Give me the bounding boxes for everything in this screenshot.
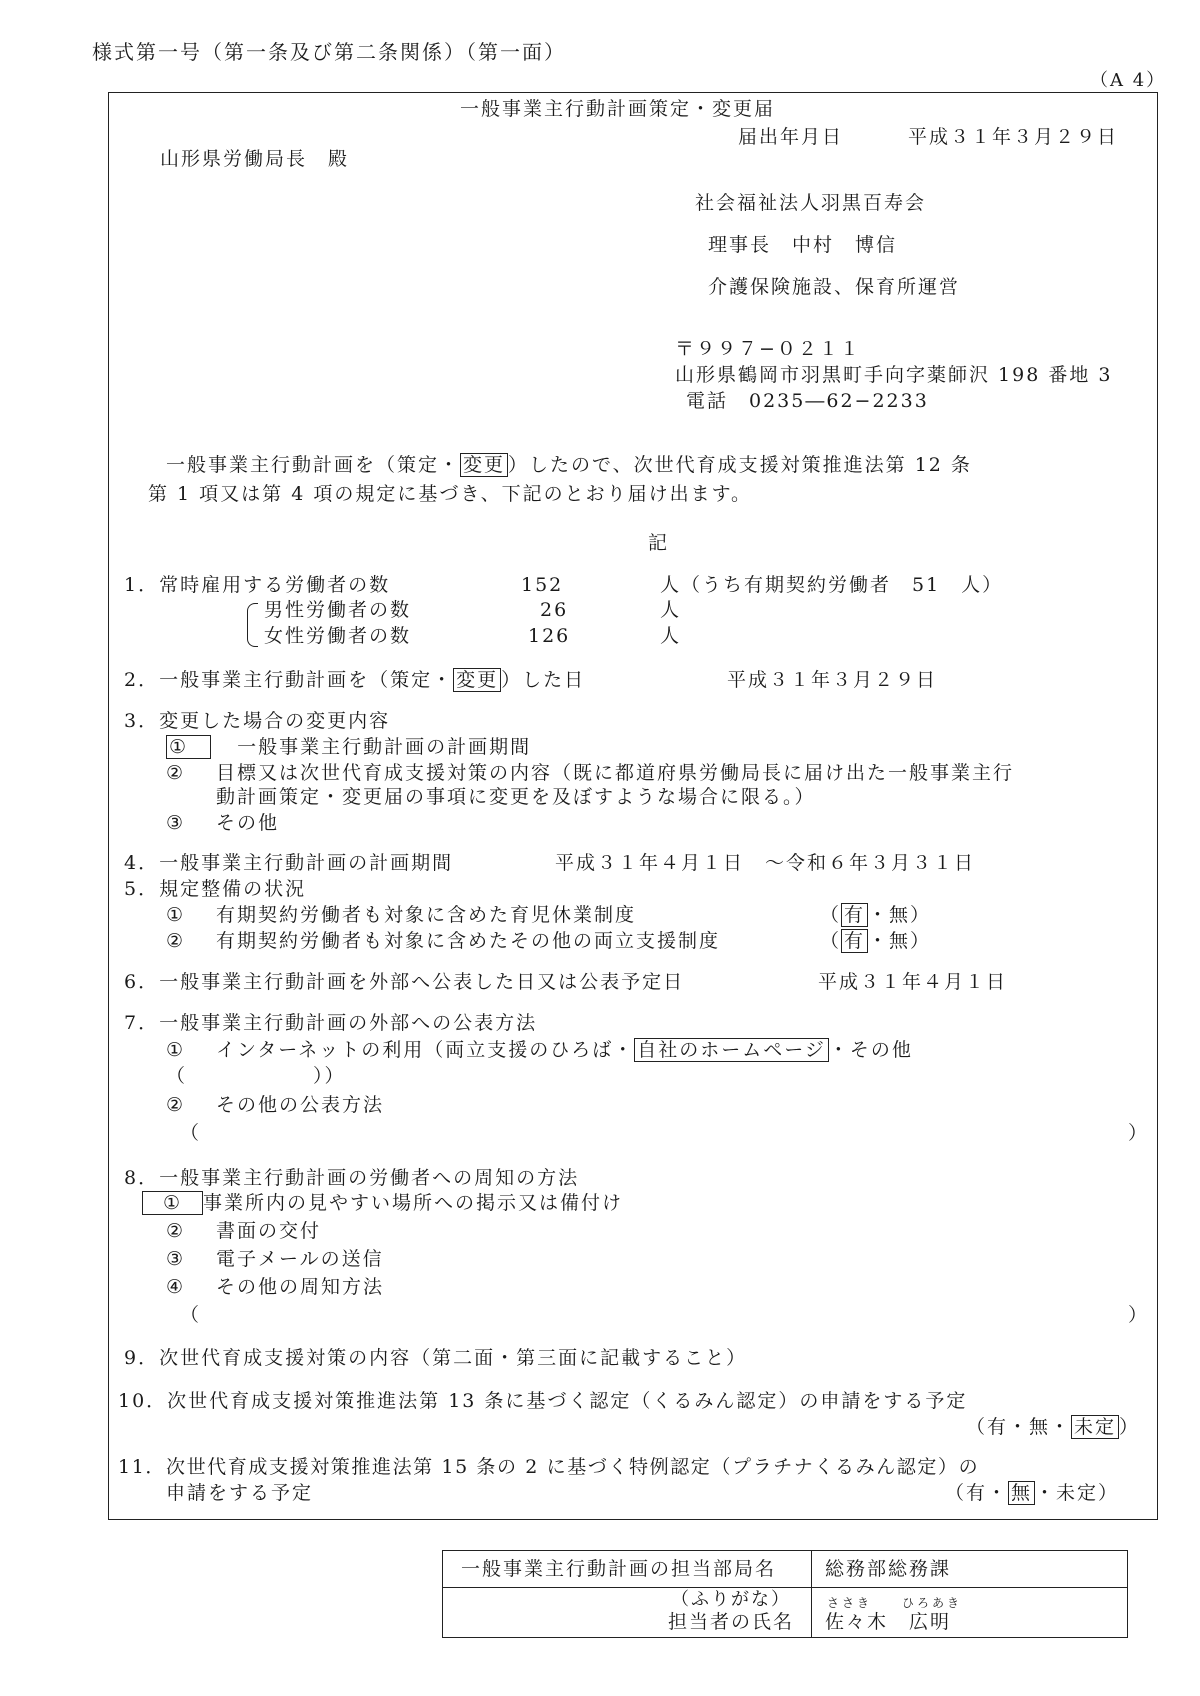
postal-code: 〒９９７−０２１１ [675,338,861,360]
item10-answer: （有・無・ 未定 ） [966,1416,1141,1438]
addressee: 山形県労働局長 殿 [160,148,350,170]
item7-open-paren: （ [180,1122,202,1144]
item2-boxed-change: 変更 [453,668,501,692]
contact-table-divider [443,1587,1127,1588]
item1-male-label: 男性労働者の数 [264,599,412,621]
item5-opt2-text: 有期契約労働者も対象に含めたその他の両立支援制度 [216,930,721,952]
item11-line2: 申請をする予定 [166,1482,314,1504]
item3-opt1: ① 一般事業主行動計画の計画期間 [166,738,531,757]
item1-label: 1．常時雇用する労働者の数 [124,574,391,596]
org-name: 社会福祉法人羽黒百寿会 [695,192,927,214]
address: 山形県鶴岡市羽黒町手向字薬師沢 198 番地 3 [675,364,1113,386]
item5-opt1-answer: （ 有 ・無） [820,904,932,926]
item1-bracket [247,603,258,647]
item7-opt1: インターネットの利用（両立支援のひろば・ 自社のホームページ ・その他 [216,1039,913,1061]
item11-answer: （有・ 無 ・未定） [945,1482,1120,1504]
item1-female-label: 女性労働者の数 [264,625,412,647]
item6-date: 平成３１年４月１日 [818,971,1008,993]
item3-opt3-text: その他 [216,812,280,834]
contact-dept-label: 一般事業主行動計画の担当部局名 [461,1558,777,1580]
item7-opt1-mark: ① [166,1039,186,1061]
business-description: 介護保険施設、保育所運営 [708,276,961,298]
item3-opt1-mark: ① [166,735,211,759]
item6-label: 6．一般事業主行動計画を外部へ公表した日又は公表予定日 [124,971,685,993]
item1-total: 152 [521,574,564,596]
item9-label: 9．次世代育成支援対策の内容（第二面・第三面に記載すること） [124,1347,748,1369]
date-label: 届出年月日 [738,126,844,148]
item3-opt2-line1: 目標又は次世代育成支援対策の内容（既に都道府県労働局長に届け出た一般事業主行 [216,762,1015,784]
item11-line1: 11．次世代育成支援対策推進法第 15 条の 2 に基づく特例認定（プラチナくるみん認定）の [118,1456,980,1478]
item10-undecided-boxed: 未定 [1071,1415,1119,1439]
item8-opt1: ① 事業所内の見やすい場所への掲示又は備付け [142,1194,623,1213]
item1-female: 126 [528,625,571,647]
item8-close-paren: ） [1128,1304,1150,1326]
item11-no-boxed: 無 [1008,1481,1035,1505]
representative: 理事長 中村 博信 [708,234,898,256]
contact-table-column-divider [811,1551,812,1637]
contact-name-label: 担当者の氏名 [668,1611,795,1633]
item7-label: 7．一般事業主行動計画の外部への公表方法 [124,1012,538,1034]
item1-total-unit: 人（うち有期契約労働者 51 人） [660,574,1004,596]
contact-furigana-label: （ふりがな） [671,1589,791,1610]
item3-opt3-mark: ③ [166,812,186,834]
item7-close-paren: ） [1128,1122,1150,1144]
item4-label: 4．一般事業主行動計画の計画期間 [124,852,454,874]
item1-male: 26 [540,599,569,621]
intro-boxed-change: 変更 [460,453,508,477]
item8-opt2-mark: ② [166,1220,186,1242]
contact-table [442,1550,1128,1638]
item4-period: 平成３１年４月１日 ～令和６年３月３１日 [555,852,976,874]
item8-opt2-text: 書面の交付 [216,1220,322,1242]
item8-opt4-mark: ④ [166,1276,186,1298]
contact-furigana-value: ささき ひろあき [827,1596,963,1610]
item7-opt2-mark: ② [166,1094,186,1116]
item10-label: 10．次世代育成支援対策推進法第 13 条に基づく認定（くるみん認定）の申請をする予定 [118,1390,968,1412]
form-header: 様式第一号（第一条及び第二条関係）（第一面） [92,40,566,64]
item5-opt2-yes-boxed: 有 [841,929,868,953]
item8-opt3-text: 電子メールの送信 [216,1248,384,1270]
item3-label: 3．変更した場合の変更内容 [124,710,391,732]
phone: 電話 0235―62−2233 [686,390,929,412]
item8-label: 8．一般事業主行動計画の労働者への周知の方法 [124,1167,580,1189]
item3-opt2-line2: 動計画策定・変更届の事項に変更を及ぼすような場合に限る。） [216,786,816,808]
item5-opt2-answer: （ 有 ・無） [820,930,932,952]
item2-label: 2．一般事業主行動計画を（策定・ 変更 ）した日 [124,669,586,691]
item3-opt2-mark: ② [166,762,186,784]
item1-female-unit: 人 [660,625,682,647]
item8-open-paren: （ [180,1304,202,1326]
item7-own-homepage-boxed: 自社のホームページ [634,1038,829,1062]
item8-opt4-text: その他の周知方法 [216,1276,385,1298]
page-title: 一般事業主行動計画策定・変更届 [460,98,776,120]
date-value: 平成３１年３月２９日 [908,126,1119,148]
intro-line2: 第 1 項又は第 4 項の規定に基づき、下記のとおり届け出ます。 [148,483,753,505]
item1-male-unit: 人 [660,599,682,621]
paper-size: （A 4） [1090,70,1167,91]
item8-opt3-mark: ③ [166,1248,186,1270]
item5-opt1-mark: ① [166,904,186,926]
contact-name-value: 佐々木 広明 [825,1611,952,1633]
item5-opt2-mark: ② [166,930,186,952]
intro-line1: 一般事業主行動計画を（策定・ 変更 ）したので、次世代育成支援対策推進法第 12 条 [166,454,972,476]
item5-label: 5．規定整備の状況 [124,878,307,900]
item5-opt1-text: 有期契約労働者も対象に含めた育児休業制度 [216,904,637,926]
ki-heading: 記 [648,532,670,554]
item2-date: 平成３１年３月２９日 [727,669,938,691]
item7-opt2-text: その他の公表方法 [216,1094,385,1116]
item8-opt1-mark: ① [142,1191,203,1215]
contact-dept-value: 総務部総務課 [825,1558,952,1580]
item5-opt1-yes-boxed: 有 [841,903,868,927]
item7-opt1-paren: （ ）） [166,1065,346,1087]
